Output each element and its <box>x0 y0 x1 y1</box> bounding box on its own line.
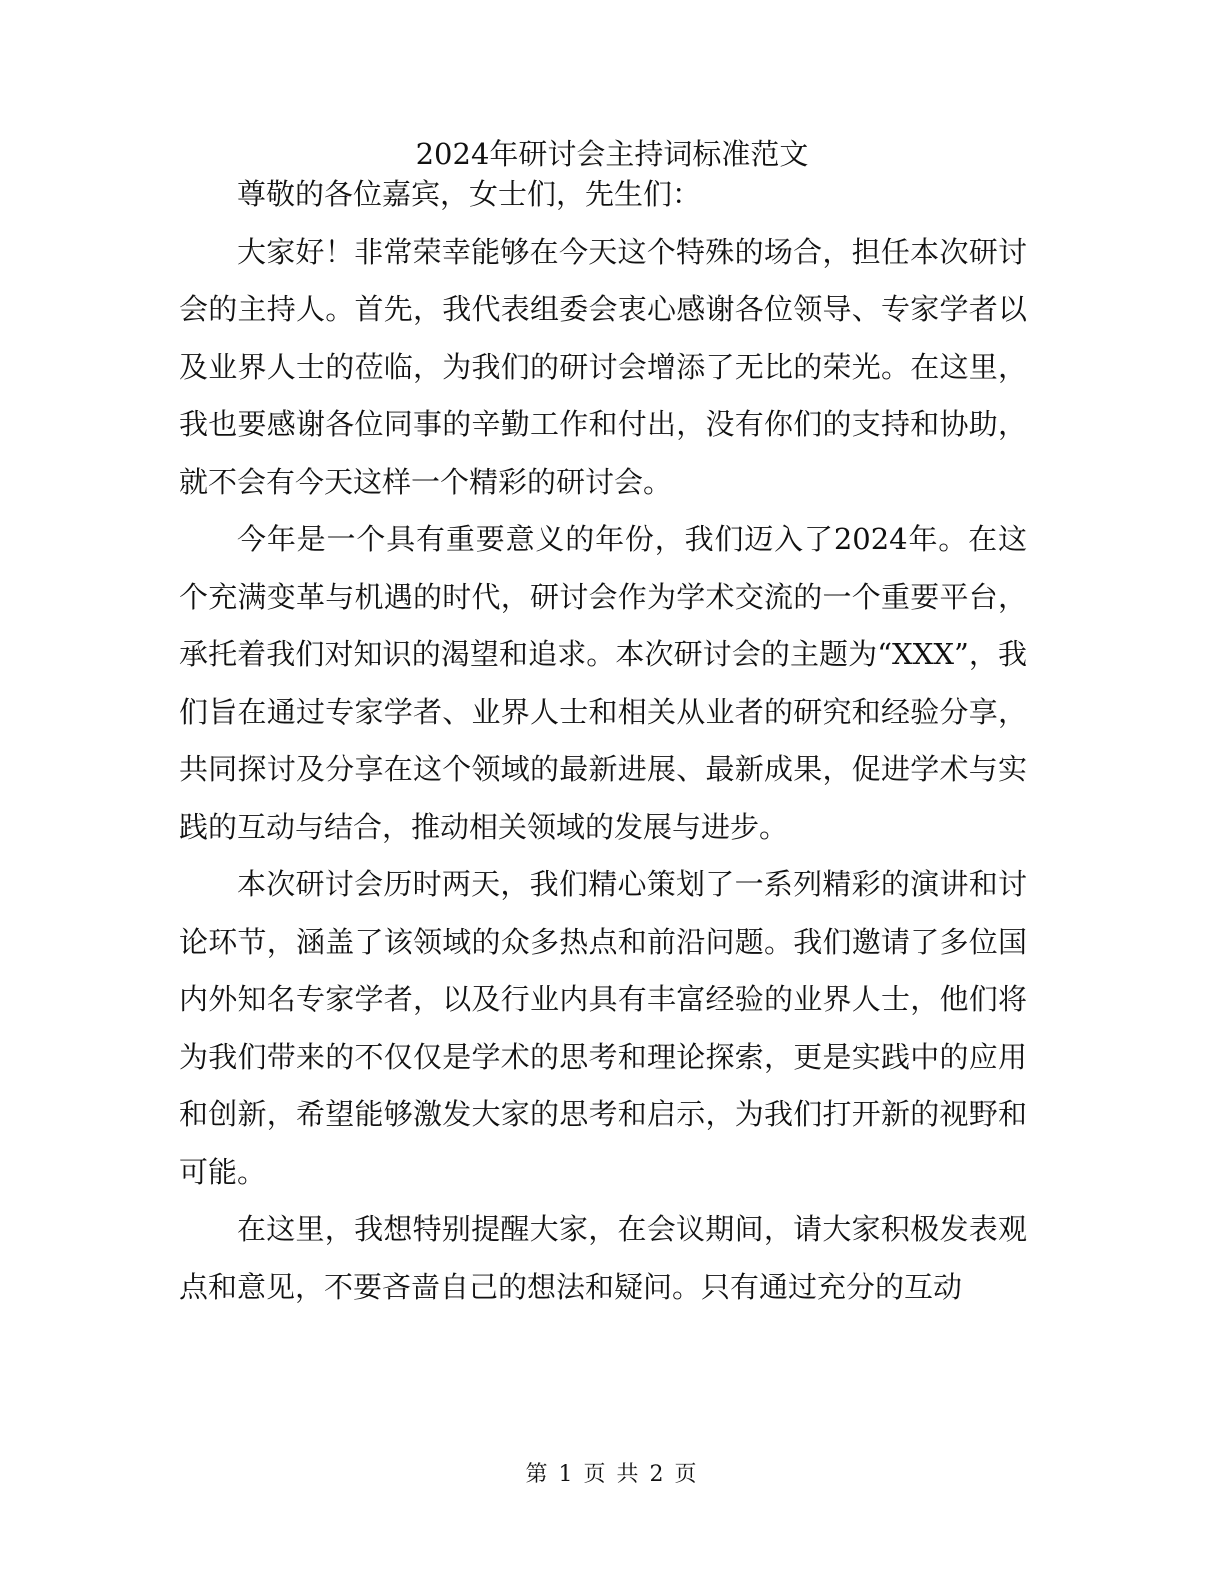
paragraph: 本次研讨会历时两天，我们精心策划了一系列精彩的演讲和讨论环节，涵盖了该领域的众多热点和前沿问题。我们邀请了多位国内外知名专家学者，以及行业内具有丰富经验的业界人士，他们将为我们带来的不仅仅是学术的思考和理论探索，更是实践中的应用和创新，希望能够激发大家的思考和启示，为我们打开新的视野和可能。 <box>179 867 1027 1189</box>
page-number-footer: 第 1 页 共 2 页 <box>525 1462 699 1487</box>
paragraph: 大家好！非常荣幸能够在今天这个特殊的场合，担任本次研讨会的主持人。首先，我代表组委会衷心感谢各位领导、专家学者以及业界人士的莅临，为我们的研讨会增添了无比的荣光。在这里，我也要感谢各位同事的辛勤工作和付出，没有你们的支持和协助，就不会有今天这样一个精彩的研讨会。 <box>179 234 1027 499</box>
paragraph: 今年是一个具有重要意义的年份，我们迈入了2024年。在这个充满变革与机遇的时代，研讨会作为学术交流的一个重要平台，承托着我们对知识的渴望和追求。本次研讨会的主题为“XXX”，我们旨在通过专家学者、业界人士和相关从业者的研究和经验分享，共同探讨及分享在这个领域的最新进展、最新成果，促进学术与实践的互动与结合，推动相关领域的发展与进步。 <box>179 522 1027 844</box>
paragraph: 在这里，我想特别提醒大家，在会议期间，请大家积极发表观点和意见，不要吝啬自己的想法和疑问。只有通过充分的互动 <box>179 1212 1027 1304</box>
document-body <box>179 166 1027 1316</box>
paragraph-salutation: 尊敬的各位嘉宾，女士们，先生们： <box>237 177 702 211</box>
document-title: 2024年研讨会主持词标准范文 <box>415 137 809 171</box>
